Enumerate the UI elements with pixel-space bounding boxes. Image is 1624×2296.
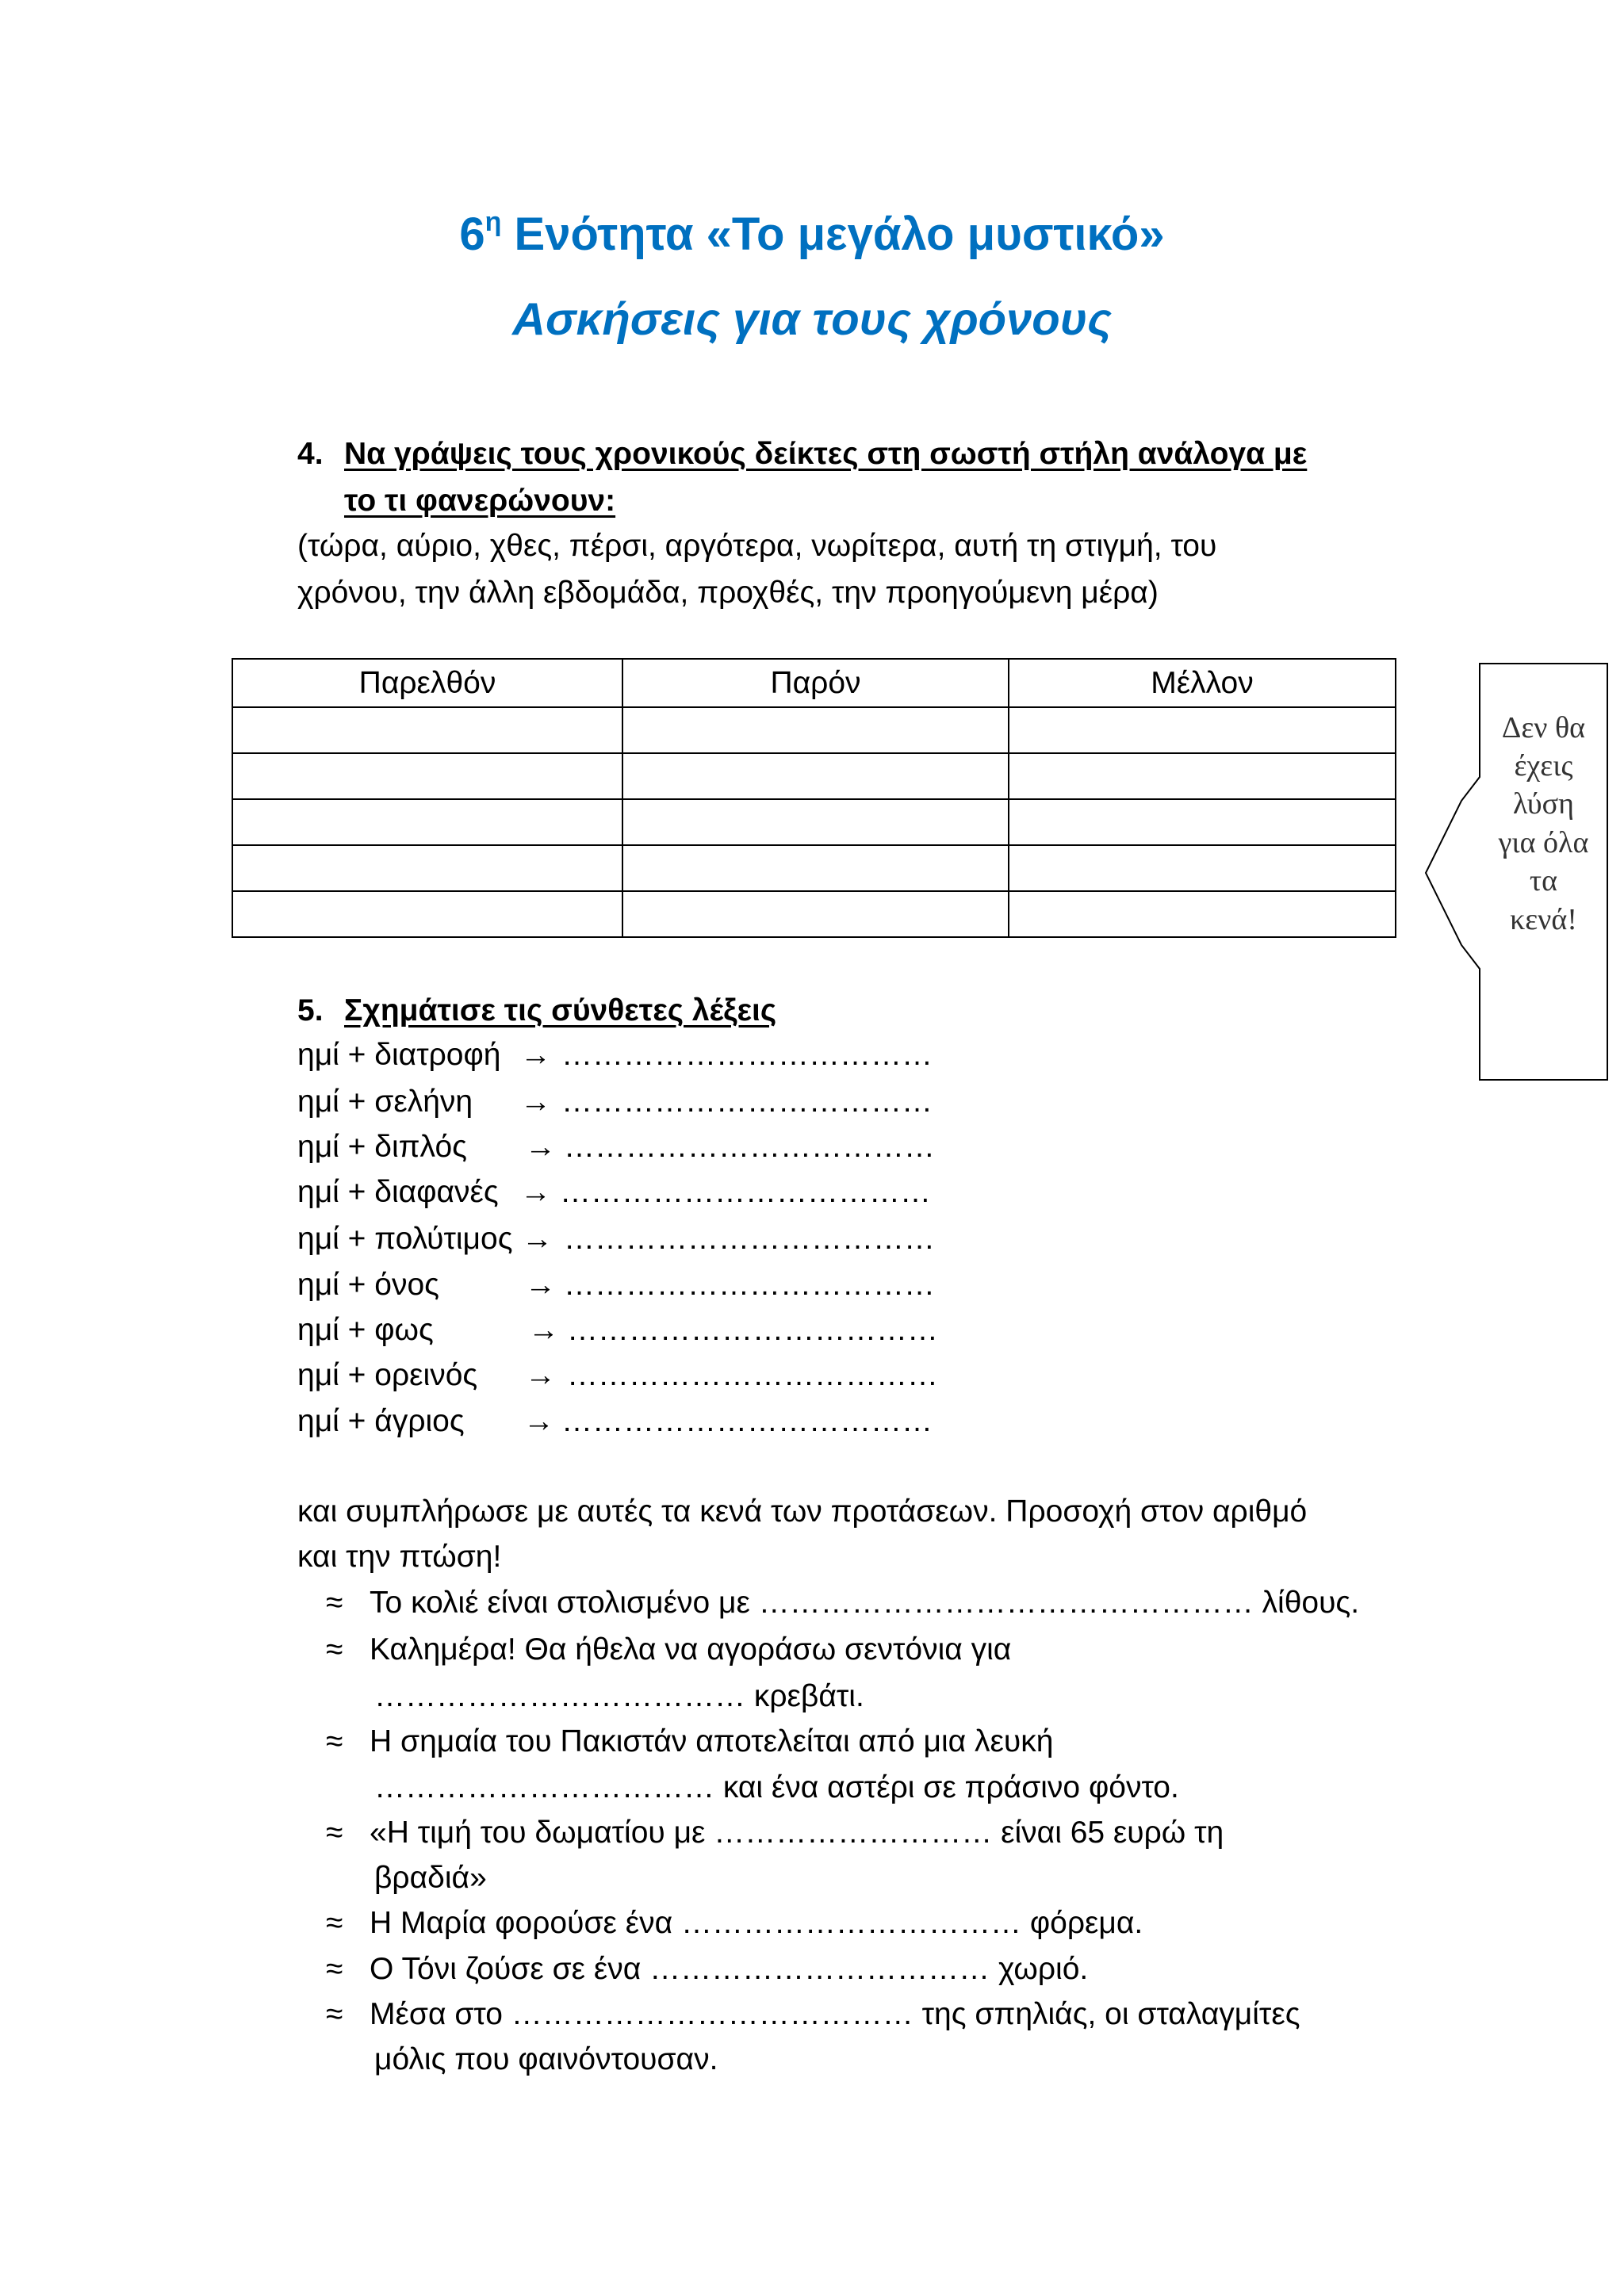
exercise-4-heading-line-1: Να γράψεις τους χρονικούς δείκτες στη σωστή στήλη ανάλογα με [344,437,1308,471]
compound-word: ημί + διατροφή [297,1038,501,1072]
arrow-right-icon: → [520,1038,551,1072]
callout-line-4: για όλα [1498,826,1589,859]
table-cell-past [232,707,622,753]
bullet-icon: ≈ [326,1724,343,1758]
page-title [0,206,1624,263]
answer-blank: ……………………………… [567,1358,938,1392]
answer-blank: ……………………………… [561,1085,933,1119]
instruction-line-2: και την πτώση! [297,1540,502,1574]
exercise-5-number: 5. [297,993,324,1027]
bullet-icon: ≈ [326,1952,343,1986]
column-header-future: Μέλλον [1009,659,1396,707]
table-cell-present [622,799,1009,845]
sentence-line: …………………………… και ένα αστέρι σε πράσινο φόντο. [374,1770,1179,1804]
sentence-line: Η Μαρία φορούσε ένα …………………………… φόρεμα. [370,1906,1143,1940]
answer-blank: ……………………………… [561,1404,933,1438]
arrow-right-icon: → [525,1358,556,1392]
callout-line-1: Δεν θα [1501,711,1586,744]
table-row [232,845,1396,891]
bullet-icon: ≈ [326,1997,343,2031]
arrow-right-icon: → [520,1085,551,1119]
compound-word: ημί + πολύτιμος [297,1222,513,1256]
table-row [232,799,1396,845]
arrow-right-icon: → [520,1175,551,1209]
compound-word: ημί + ορεινός [297,1358,478,1392]
table-cell-past [232,891,622,937]
sentence-line: μόλις που φαινόντουσαν. [374,2042,718,2076]
word-list-line-2: χρόνου, την άλλη εβδομάδα, προχθές, την προηγούμενη μέρα) [297,576,1159,610]
sentence-line: Ο Τόνι ζούσε σε ένα …………………………… χωριό. [370,1952,1089,1986]
sentence-line: Η σημαία του Πακιστάν αποτελείται από μια λευκή [370,1724,1054,1758]
table-cell-past [232,753,622,799]
instruction-line-1: και συμπλήρωσε με αυτές τα κενά των προτάσεων. Προσοχή στον αριθμό [297,1494,1308,1529]
word-list-line-1: (τώρα, αύριο, χθες, πέρσι, αργότερα, νωρίτερα, αυτή τη στιγμή, του [297,529,1217,563]
arrow-right-icon: → [522,1222,553,1256]
title-number: 6 [459,209,485,260]
arrow-right-icon: → [525,1268,556,1302]
answer-blank: ……………………………… [561,1038,933,1072]
table-cell-future [1009,707,1396,753]
sentence-line: ……………………………… κρεβάτι. [374,1679,864,1713]
table-cell-present [622,753,1009,799]
callout-line-6: κενά! [1510,903,1577,936]
callout-line-2: έχεις [1514,749,1573,783]
compound-word: ημί + φως [297,1313,434,1347]
sentence-line: «Η τιμή του δωματίου με ……………………… είναι 65 ευρώ τη [370,1816,1224,1850]
exercise-4-heading-line-2: το τι φανερώνουν: [344,484,616,518]
table-cell-future [1009,753,1396,799]
table-row [232,753,1396,799]
compound-word: ημί + άγριος [297,1404,465,1438]
answer-blank: ……………………………… [564,1268,935,1302]
compound-word: ημί + διπλός [297,1130,467,1164]
bullet-icon: ≈ [326,1816,343,1850]
exercise-5-heading: Σχημάτισε τις σύνθετες λέξεις [344,993,777,1027]
answer-blank: ……………………………… [564,1222,935,1256]
sentence-line: Μέσα στο ………………………………… της σπηλιάς, οι σταλαγμίτες [370,1997,1300,2031]
callout-line-5: τα [1529,864,1558,897]
table-row [232,891,1396,937]
arrow-right-icon: → [525,1130,556,1164]
bullet-icon: ≈ [326,1632,343,1667]
arrow-right-icon: → [528,1313,559,1347]
table-row [232,707,1396,753]
page-subtitle: Ασκήσεις για τους χρόνους [512,293,1112,345]
title-superscript: η [485,207,502,237]
compound-word: ημί + σελήνη [297,1085,473,1119]
callout-line-3: λύση [1513,787,1574,821]
answer-blank: ……………………………… [564,1130,935,1164]
sentence-line: Καλημέρα! Θα ήθελα να αγοράσω σεντόνια για [370,1632,1012,1667]
column-header-past: Παρελθόν [232,659,622,707]
compound-word: ημί + όνος [297,1268,439,1302]
table-cell-past [232,799,622,845]
title-text: Ενότητα «Το μεγάλο μυστικό» [501,209,1165,260]
compound-word: ημί + διαφανές [297,1175,499,1209]
table-cell-past [232,845,622,891]
column-header-present: Παρόν [622,659,1009,707]
table-cell-future [1009,845,1396,891]
answer-blank: ……………………………… [567,1313,938,1347]
sentence-line: Το κολιέ είναι στολισμένο με ………………………………………… λίθους. [370,1586,1360,1620]
arrow-right-icon: → [523,1404,554,1438]
time-expressions-table [232,658,1396,938]
table-cell-future [1009,891,1396,937]
sentence-line: βραδιά» [374,1861,487,1895]
exercise-4-number: 4. [297,437,324,471]
answer-blank: ……………………………… [560,1175,931,1209]
table-cell-present [622,707,1009,753]
bullet-icon: ≈ [326,1906,343,1940]
table-header-row [232,659,1396,707]
bullet-icon: ≈ [326,1586,343,1620]
table-cell-present [622,845,1009,891]
table-cell-future [1009,799,1396,845]
table-cell-present [622,891,1009,937]
